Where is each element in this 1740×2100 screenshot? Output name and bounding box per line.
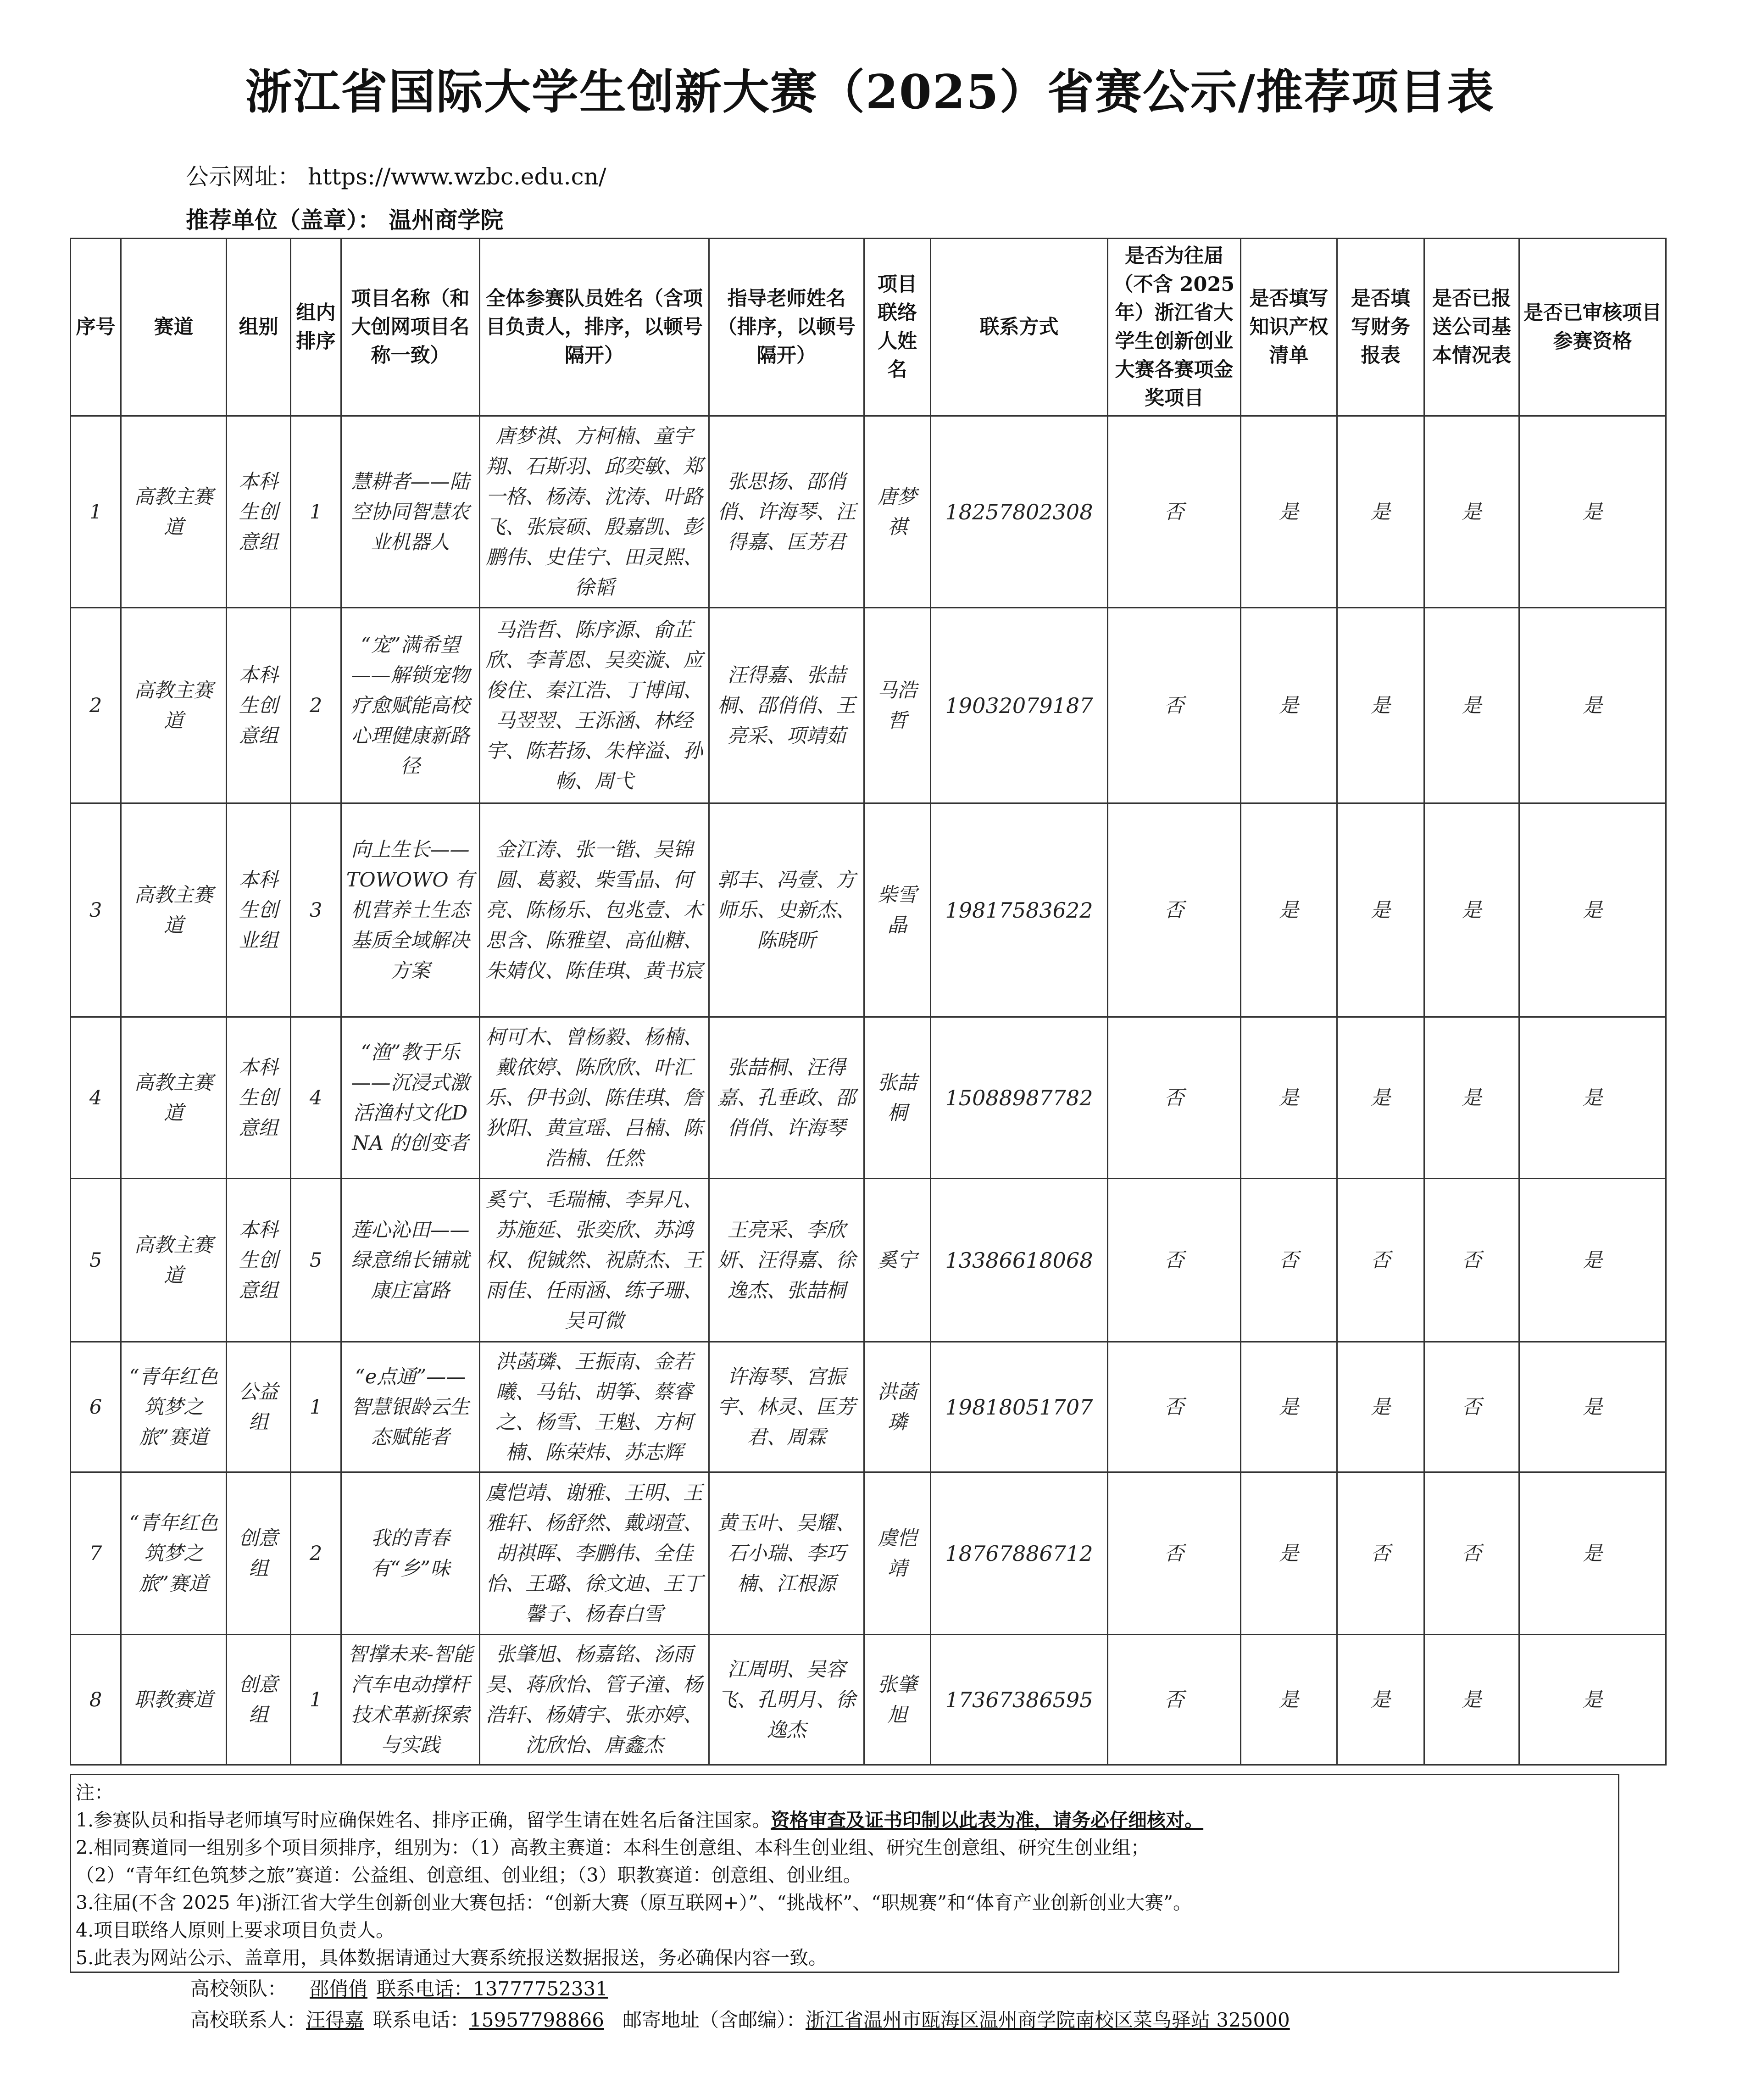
note-2a: 2.相同赛道同一组别多个项目须排序，组别为：（1）高教主赛道：本科生创意组、本科生创业组、研究生创意组、研究生创业组； [76, 1837, 1150, 1859]
cell-advisors: 汪得嘉、张喆桐、邵俏俏、王亮采、项靖茹 [709, 608, 864, 803]
cell-contact-person: 唐梦祺 [864, 416, 931, 608]
cell-members: 金江涛、张一锴、吴锦圆、葛毅、柴雪晶、何亮、陈杨乐、包兆壹、木思含、陈雅望、高仙糖、朱婧仪、陈佳琪、黄书宸 [480, 803, 709, 1017]
cell-phone: 13386618068 [931, 1179, 1108, 1342]
col-header-rank: 组内排序 [291, 239, 341, 416]
cell-advisors: 江周明、吴容飞、孔明月、徐逸杰 [709, 1635, 864, 1765]
cell-company: 是 [1424, 608, 1519, 803]
cell-contact-person: 柴雪晶 [864, 803, 931, 1017]
cell-phone: 18257802308 [931, 416, 1108, 608]
col-header-members: 全体参赛队员姓名（含项目负责人，排序，以顿号隔开） [480, 239, 709, 416]
cell-group: 本科生创意组 [227, 1017, 291, 1179]
note-2b: （2）“青年红色筑梦之旅”赛道：公益组、创意组、创业组；（3）职教赛道：创意组、创业组。 [76, 1864, 862, 1886]
col-header-no: 序号 [71, 239, 121, 416]
cell-contact-person: 张肇旭 [864, 1635, 931, 1765]
cell-contact-person: 奚宁 [864, 1179, 931, 1342]
cell-ip: 否 [1241, 1179, 1337, 1342]
cell-no: 4 [71, 1017, 121, 1179]
cell-finance: 是 [1337, 1342, 1424, 1472]
cell-members: 张肇旭、杨嘉铭、汤雨昊、蒋欣怡、管子潼、杨浩轩、杨婧宇、张亦婷、沈欣怡、唐鑫杰 [480, 1635, 709, 1765]
contact-phone-label: 联系电话： [373, 2009, 470, 2031]
note-1 [76, 1806, 1613, 1834]
leader-label: 高校领队： [190, 1977, 287, 2000]
leader-line [190, 1974, 626, 2001]
cell-qualified: 是 [1519, 1179, 1666, 1342]
address: 浙江省温州市瓯海区温州商学院南校区菜鸟驿站 325000 [806, 2009, 1290, 2031]
col-header-track: 赛道 [121, 239, 227, 416]
unit-line [186, 202, 503, 235]
table-row [71, 803, 1666, 1017]
cell-company: 否 [1424, 1472, 1519, 1635]
cell-group: 本科生创业组 [227, 803, 291, 1017]
cell-track: “青年红色筑梦之旅”赛道 [121, 1342, 227, 1472]
leader-phone-label: 联系电话： [377, 1977, 473, 2000]
notes-box [70, 1774, 1619, 1973]
address-label: 邮寄地址（含邮编）： [623, 2009, 806, 2031]
cell-ip: 是 [1241, 1017, 1337, 1179]
cell-group: 本科生创意组 [227, 416, 291, 608]
cell-past-gold: 否 [1108, 608, 1241, 803]
cell-rank: 3 [291, 803, 341, 1017]
cell-phone: 19032079187 [931, 608, 1108, 803]
cell-ip: 是 [1241, 416, 1337, 608]
cell-project: 我的青春有“乡”味 [341, 1472, 480, 1635]
cell-track: 职教赛道 [121, 1635, 227, 1765]
website-label: 公示网址： [186, 163, 300, 190]
note-4: 4.项目联络人原则上要求项目负责人。 [76, 1919, 395, 1941]
leader-name: 邵俏俏 [310, 1977, 368, 2000]
cell-no: 5 [71, 1179, 121, 1342]
cell-no: 6 [71, 1342, 121, 1472]
cell-no: 8 [71, 1635, 121, 1765]
cell-ip: 是 [1241, 1635, 1337, 1765]
note-1-emphasis: 资格审查及证书印制以此表为准，请务必仔细核对。 [771, 1809, 1204, 1831]
table-row [71, 1179, 1666, 1342]
website-url[interactable]: https://www.wzbc.edu.cn/ [307, 163, 606, 190]
cell-past-gold: 否 [1108, 1017, 1241, 1179]
col-header-past-gold: 是否为往届（不含 2025 年）浙江省大学生创新创业大赛各赛项金奖项目 [1108, 239, 1241, 416]
cell-group: 创意组 [227, 1472, 291, 1635]
col-header-advisors: 指导老师姓名（排序，以顿号隔开） [709, 239, 864, 416]
cell-contact-person: 洪菡璘 [864, 1342, 931, 1472]
page-title: 浙江省国际大学生创新大赛（2025）省赛公示/推荐项目表 [245, 65, 1495, 120]
cell-rank: 1 [291, 1635, 341, 1765]
col-header-ip: 是否填写知识产权清单 [1241, 239, 1337, 416]
cell-group: 本科生创意组 [227, 1179, 291, 1342]
cell-project: 智撑未来-智能汽车电动撑杆技术革新探索与实践 [341, 1635, 480, 1765]
cell-track: 高教主赛道 [121, 1017, 227, 1179]
col-header-group: 组别 [227, 239, 291, 416]
cell-rank: 4 [291, 1017, 341, 1179]
cell-past-gold: 否 [1108, 1342, 1241, 1472]
cell-finance: 是 [1337, 416, 1424, 608]
cell-phone: 19817583622 [931, 803, 1108, 1017]
cell-advisors: 张喆桐、汪得嘉、孔垂政、邵俏俏、许海琴 [709, 1017, 864, 1179]
cell-rank: 5 [291, 1179, 341, 1342]
unit-value: 温州商学院 [389, 206, 504, 234]
cell-advisors: 许海琴、宫振宇、林灵、匡芳君、周霖 [709, 1342, 864, 1472]
cell-group: 公益组 [227, 1342, 291, 1472]
projects-table [70, 238, 1667, 1766]
cell-project: 向上生长——TOWOWO 有机营养土生态基质全域解决方案 [341, 803, 480, 1017]
cell-no: 7 [71, 1472, 121, 1635]
cell-contact-person: 马浩哲 [864, 608, 931, 803]
cell-members: 虞恺靖、谢雅、王明、王雅轩、杨舒然、戴翊萱、胡祺晖、李鹏伟、全佳怡、王璐、徐文迪、王丁馨子、杨春白雪 [480, 1472, 709, 1635]
table-row [71, 608, 1666, 803]
cell-project: “宠”满希望——解锁宠物疗愈赋能高校心理健康新路径 [341, 608, 480, 803]
cell-ip: 是 [1241, 1472, 1337, 1635]
cell-track: 高教主赛道 [121, 416, 227, 608]
cell-ip: 是 [1241, 803, 1337, 1017]
cell-no: 2 [71, 608, 121, 803]
cell-qualified: 是 [1519, 416, 1666, 608]
cell-no: 3 [71, 803, 121, 1017]
cell-past-gold: 否 [1108, 416, 1241, 608]
col-header-phone: 联系方式 [931, 239, 1108, 416]
contact-line [190, 2005, 1290, 2033]
table-row [71, 1472, 1666, 1635]
cell-no: 1 [71, 416, 121, 608]
cell-phone: 18767886712 [931, 1472, 1108, 1635]
note-1-text: 1.参赛队员和指导老师填写时应确保姓名、排序正确，留学生请在姓名后备注国家。 [76, 1809, 771, 1831]
cell-project: “e点通”——智慧银龄云生态赋能者 [341, 1342, 480, 1472]
cell-company: 否 [1424, 1179, 1519, 1342]
table-row [71, 416, 1666, 608]
cell-finance: 是 [1337, 1635, 1424, 1765]
table-header-row [71, 239, 1666, 416]
cell-contact-person: 虞恺靖 [864, 1472, 931, 1635]
cell-company: 是 [1424, 1635, 1519, 1765]
cell-past-gold: 否 [1108, 1635, 1241, 1765]
cell-phone: 17367386595 [931, 1635, 1108, 1765]
cell-finance: 否 [1337, 1472, 1424, 1635]
cell-qualified: 是 [1519, 803, 1666, 1017]
cell-group: 本科生创意组 [227, 608, 291, 803]
cell-finance: 是 [1337, 1017, 1424, 1179]
cell-project: 慧耕者——陆空协同智慧农业机器人 [341, 416, 480, 608]
table-row [71, 1017, 1666, 1179]
cell-phone: 15088987782 [931, 1017, 1108, 1179]
cell-qualified: 是 [1519, 1342, 1666, 1472]
notes-heading: 注： [76, 1782, 113, 1804]
cell-qualified: 是 [1519, 1472, 1666, 1635]
cell-rank: 2 [291, 608, 341, 803]
cell-past-gold: 否 [1108, 1472, 1241, 1635]
contact-phone: 15957798866 [469, 2009, 604, 2031]
col-header-contact-person: 项目联络人姓名 [864, 239, 931, 416]
col-header-company: 是否已报送公司基本情况表 [1424, 239, 1519, 416]
col-header-qualified: 是否已审核项目参赛资格 [1519, 239, 1666, 416]
leader-phone: 13777752331 [473, 1977, 608, 2000]
cell-past-gold: 否 [1108, 1179, 1241, 1342]
cell-project: 莲心沁田——绿意绵长铺就康庄富路 [341, 1179, 480, 1342]
cell-members: 奚宁、毛瑞楠、李昇凡、苏施延、张奕欣、苏鸿权、倪铖然、祝蔚杰、王雨佳、任雨涵、练子珊、吴可微 [480, 1179, 709, 1342]
cell-advisors: 张思扬、邵俏俏、许海琴、汪得嘉、匡芳君 [709, 416, 864, 608]
cell-ip: 是 [1241, 1342, 1337, 1472]
cell-finance: 否 [1337, 1179, 1424, 1342]
note-3: 3.往届(不含 2025 年)浙江省大学生创新创业大赛包括：“创新大赛（原互联网+）”、“挑战杯”、“职规赛”和“体育产业创新创业大赛”。 [76, 1892, 1192, 1914]
cell-past-gold: 否 [1108, 803, 1241, 1017]
table-row [71, 1635, 1666, 1765]
contact-label: 高校联系人： [190, 2009, 306, 2031]
cell-members: 唐梦祺、方柯楠、童宇翔、石斯羽、邱奕敏、郑一格、杨涛、沈涛、叶路飞、张宸硕、殷嘉凯、彭鹏伟、史佳宁、田灵熙、徐韬 [480, 416, 709, 608]
unit-label: 推荐单位（盖章）： [186, 206, 381, 234]
cell-rank: 2 [291, 1472, 341, 1635]
cell-group: 创意组 [227, 1635, 291, 1765]
website-line [186, 158, 606, 191]
cell-phone: 19818051707 [931, 1342, 1108, 1472]
col-header-finance: 是否填写财务报表 [1337, 239, 1424, 416]
cell-track: “青年红色筑梦之旅”赛道 [121, 1472, 227, 1635]
cell-advisors: 黄玉叶、吴耀、石小瑞、李巧楠、江根源 [709, 1472, 864, 1635]
table-row [71, 1342, 1666, 1472]
cell-rank: 1 [291, 1342, 341, 1472]
cell-finance: 是 [1337, 803, 1424, 1017]
cell-qualified: 是 [1519, 1017, 1666, 1179]
cell-ip: 是 [1241, 608, 1337, 803]
cell-finance: 是 [1337, 608, 1424, 803]
cell-qualified: 是 [1519, 608, 1666, 803]
cell-members: 洪菡璘、王振南、金若曦、马钻、胡筝、蔡睿之、杨雪、王魁、方柯楠、陈荣炜、苏志辉 [480, 1342, 709, 1472]
cell-members: 柯可木、曾杨毅、杨楠、戴依婷、陈欣欣、叶汇乐、伊书剑、陈佳琪、詹狄阳、黄宣瑶、吕楠、陈浩楠、任然 [480, 1017, 709, 1179]
cell-track: 高教主赛道 [121, 608, 227, 803]
cell-company: 是 [1424, 416, 1519, 608]
cell-contact-person: 张喆桐 [864, 1017, 931, 1179]
cell-rank: 1 [291, 416, 341, 608]
note-5: 5.此表为网站公示、盖章用，具体数据请通过大赛系统报送数据报送，务必确保内容一致。 [76, 1947, 828, 1969]
cell-members: 马浩哲、陈序源、俞芷欣、李菁恩、吴奕漩、应俊住、秦江浩、丁博闻、马翌翌、王泺涵、林经宇、陈若扬、朱梓溢、孙畅、周弋 [480, 608, 709, 803]
cell-company: 是 [1424, 1017, 1519, 1179]
cell-company: 否 [1424, 1342, 1519, 1472]
cell-advisors: 王亮采、李欣妍、汪得嘉、徐逸杰、张喆桐 [709, 1179, 864, 1342]
cell-company: 是 [1424, 803, 1519, 1017]
cell-project: “渔”教于乐——沉浸式激活渔村文化DNA 的创变者 [341, 1017, 480, 1179]
contact-name: 汪得嘉 [306, 2009, 364, 2031]
cell-advisors: 郭丰、冯壹、方师乐、史新杰、陈晓昕 [709, 803, 864, 1017]
cell-qualified: 是 [1519, 1635, 1666, 1765]
col-header-project: 项目名称（和大创网项目名称一致） [341, 239, 480, 416]
cell-track: 高教主赛道 [121, 1179, 227, 1342]
cell-track: 高教主赛道 [121, 803, 227, 1017]
